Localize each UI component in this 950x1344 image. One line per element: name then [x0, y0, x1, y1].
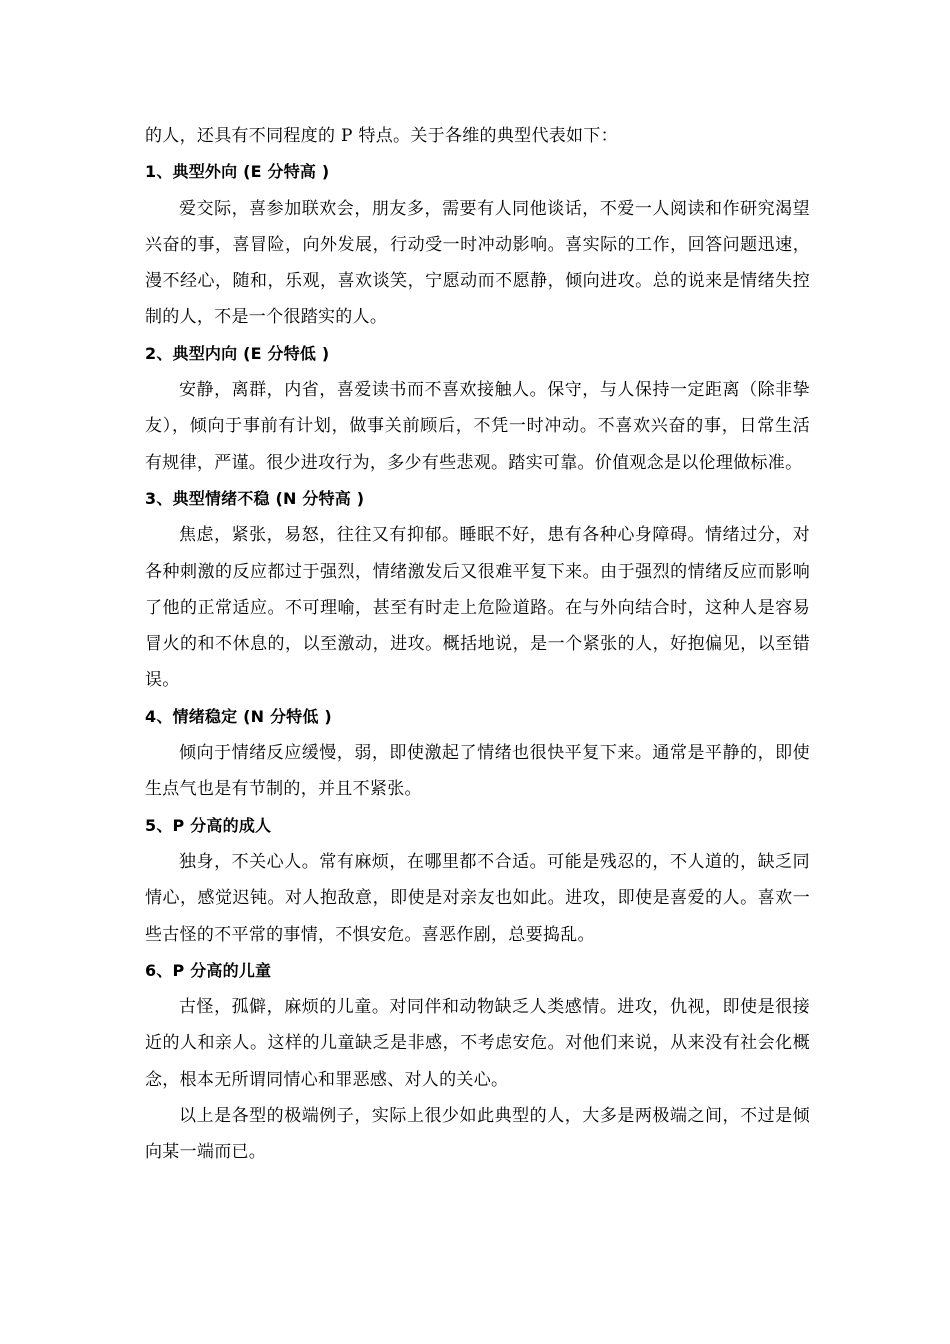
section-body: 倾向于情绪反应缓慢，弱，即使激起了情绪也很快平复下来。通常是平静的，即使生点气也是有节制的，并且不紧张。: [145, 743, 810, 800]
closing-paragraph: 以上是各型的极端例子，实际上很少如此典型的人，大多是两极端之间，不过是倾向某一端而已。: [145, 1106, 810, 1163]
intro-paragraph: 的人，还具有不同程度的 P 特点。关于各维的典型代表如下：: [145, 126, 618, 146]
section-heading: 5、P 分高的成人: [145, 815, 272, 835]
section-body: 焦虑，紧张，易怒，往往又有抑郁。睡眠不好，患有各种心身障碍。情绪过分，对各种刺激的反应都过于强烈，情绪激发后又很难平复下来。由于强烈的情绪反应而影响了他的正常适应。不可理喻，甚至有时走上危险道路。在与外向结合时，这种人是容易冒火的和不休息的，以至激动，进攻。概括地说，是一个紧张的人，好抱偏见，以至错误。: [145, 525, 810, 691]
section-p-child: [145, 953, 810, 1098]
section-introvert: [145, 336, 810, 481]
section-body: 爱交际，喜参加联欢会，朋友多，需要有人同他谈话，不爱一人阅读和作研究渴望兴奋的事，喜冒险，向外发展，行动受一时冲动影响。喜实际的工作，回答问题迅速，漫不经心，随和，乐观，喜欢谈笑，宁愿动而不愿静，倾向进攻。总的说来是情绪失控制的人，不是一个很踏实的人。: [145, 198, 810, 328]
section-heading: 2、典型内向 (E 分特低 ): [145, 343, 330, 363]
section-body: 独身，不关心人。常有麻烦，在哪里都不合适。可能是残忍的，不人道的，缺乏同情心，感觉迟钝。对人抱敌意，即使是对亲友也如此。进攻，即使是喜爱的人。喜欢一些古怪的不平常的事情，不惧安危。喜恶作剧，总要捣乱。: [145, 851, 810, 945]
section-heading: 4、情绪稳定 (N 分特低 ): [145, 706, 332, 726]
document-page: [145, 118, 810, 1171]
section-extravert: [145, 154, 810, 335]
section-stable: [145, 699, 810, 808]
section-unstable: [145, 481, 810, 699]
section-heading: 3、典型情绪不稳 (N 分特高 ): [145, 488, 365, 508]
section-body: 古怪，孤僻，麻烦的儿童。对同伴和动物缺乏人类感情。进攻，仇视，即使是很接近的人和亲人。这样的儿童缺乏是非感，不考虑安危。对他们来说，从来没有社会化概念，根本无所谓同情心和罪恶感、对人的关心。: [145, 997, 810, 1090]
section-heading: 1、典型外向 (E 分特高 ): [145, 162, 330, 182]
section-heading: 6、P 分高的儿童: [145, 960, 272, 980]
section-p-adult: [145, 808, 810, 953]
section-body: 安静，离群，内省，喜爱读书而不喜欢接触人。保守，与人保持一定距离（除非挚友），倾向于事前有计划，做事关前顾后，不凭一时冲动。不喜欢兴奋的事，日常生活有规律，严谨。很少进攻行为，多少有些悲观。踏实可靠。价值观念是以伦理做标准。: [145, 380, 810, 473]
